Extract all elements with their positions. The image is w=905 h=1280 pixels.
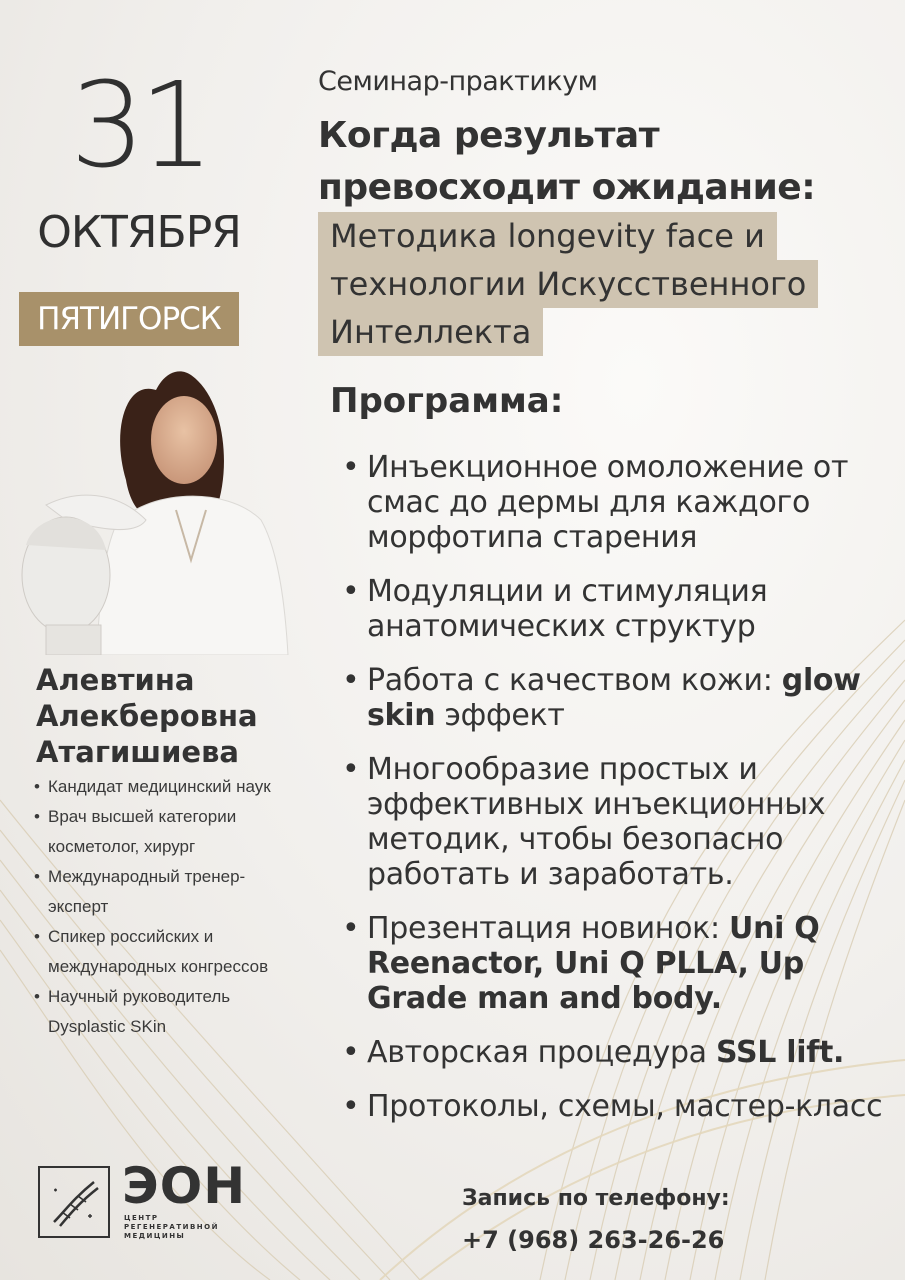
event-headline: Когда результат превосходит ожидание: <box>318 115 816 208</box>
credential-item: • Научный руководитель Dysplastic SKin <box>34 982 294 1042</box>
contact-phone[interactable]: +7 (968) 263-26-26 <box>462 1226 725 1254</box>
speaker-name: Алевтина Алекберовна Атагишиева <box>36 663 258 769</box>
method-highlight <box>318 212 878 356</box>
program-item: • Модуляции и стимуляция анатомических структур <box>340 574 895 644</box>
logo-subtitle: ЦЕНТР РЕГЕНЕРАТИВНОЙ МЕДИЦИНЫ <box>124 1214 219 1240</box>
method-line: Интеллекта <box>318 308 543 356</box>
program-item: • Авторская процедура SSL lift. <box>340 1035 895 1070</box>
contact-label: Запись по телефону: <box>462 1186 730 1211</box>
event-subtitle: Семинар-практикум <box>318 66 598 97</box>
speaker-credentials <box>34 772 294 1042</box>
program-item: • Протоколы, схемы, мастер-класс <box>340 1089 895 1124</box>
program-item: • Многообразие простых и эффективных инъекционных методик, чтобы безопасно работать и заработать. <box>340 752 895 892</box>
program-item: • Презентация новинок: Uni Q Reenactor, Uni Q PLLA, Up Grade man and body. <box>340 911 895 1016</box>
credential-item: • Спикер российских и международных конгрессов <box>34 922 294 982</box>
credential-item: • Врач высшей категории косметолог, хирург <box>34 802 294 862</box>
program-list <box>340 450 895 1143</box>
program-title: Программа: <box>330 381 564 421</box>
credential-item: • Международный тренер-эксперт <box>34 862 294 922</box>
event-month: ОКТЯБРЯ <box>37 207 241 258</box>
program-item: • Инъекционное омоложение от смас до дермы для каждого морфотипа старения <box>340 450 895 555</box>
method-line: Методика longevity face и <box>318 212 777 260</box>
logo-wordmark: ЭОН <box>122 1157 247 1215</box>
speaker-photo <box>6 360 296 655</box>
event-day: 31 <box>70 56 209 194</box>
credential-item: • Кандидат медицинский наук <box>34 772 294 802</box>
city-badge: ПЯТИГОРСК <box>19 292 239 346</box>
eon-logo <box>38 1157 247 1242</box>
program-item: • Работа с качеством кожи: glow skin эффект <box>340 663 895 733</box>
method-line: технологии Искусственного <box>318 260 818 308</box>
dna-icon <box>38 1166 110 1238</box>
